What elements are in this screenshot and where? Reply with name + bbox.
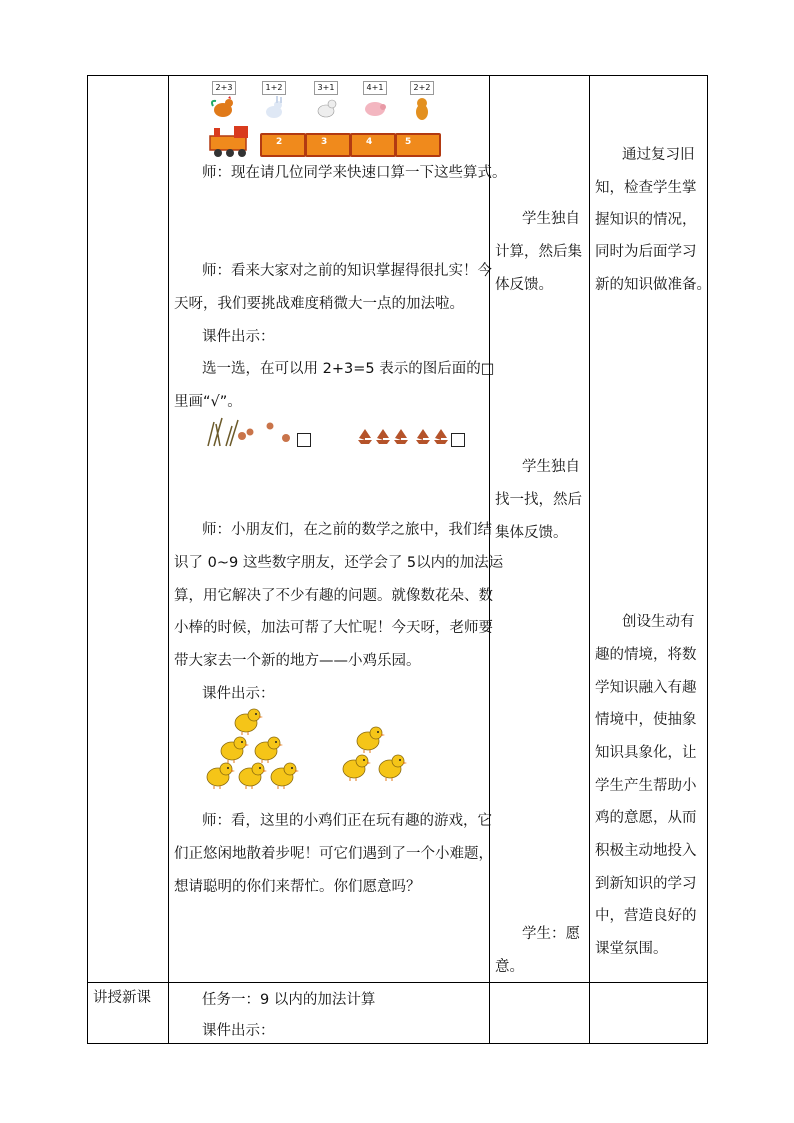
train-car-2 (305, 133, 351, 157)
train-card-5: 2+2 (410, 81, 434, 95)
answer-box-2[interactable] (451, 433, 465, 447)
courseware-label-3: 课件出示： (202, 1023, 275, 1039)
teacher-para-3-line-4: 小棒的时候，加法可帮了大忙呢！今天呀，老师要 (174, 620, 493, 636)
intent-1-line-2: 知，检查学生掌 (595, 180, 697, 196)
teacher-para-4-line-3: 想请聪明的你们来帮忙。你们愿意吗？ (174, 879, 421, 895)
table-border-bottom (87, 1043, 708, 1044)
train-card-3: 3+1 (314, 81, 338, 95)
intent-2-line-9: 到新知识的学习 (595, 876, 697, 892)
train-car-number-3: 4 (366, 137, 373, 147)
table-border-col4 (589, 75, 590, 1044)
intent-2-line-2: 趣的情境，将数 (595, 647, 697, 663)
train-car-number-2: 3 (321, 137, 328, 147)
teacher-para-3-line-5: 带大家去一个新的地方——小鸡乐园。 (174, 653, 421, 669)
student-2-line-2: 找一找，然后 (495, 492, 582, 508)
intent-1-line-3: 握知识的情况， (595, 212, 697, 228)
intent-2-line-1: 创设生动有 (622, 614, 695, 630)
student-3-line-1: 学生：愿 (522, 926, 580, 942)
answer-box-1[interactable] (297, 433, 311, 447)
intent-2-line-5: 知识具象化，让 (595, 745, 697, 761)
teacher-para-3-line-3: 算，用它解决了不少有趣的问题。就像数花朵、数 (174, 588, 493, 604)
select-instruction-line-1: 选一选，在可以用 2+3=5 表示的图后面的□ (202, 361, 495, 377)
train-car-4 (395, 133, 441, 157)
intent-2-line-8: 积极主动地投入 (595, 843, 697, 859)
intent-2-line-11: 课堂氛围。 (595, 941, 668, 957)
intent-1-line-1: 通过复习旧 (622, 147, 695, 163)
teacher-para-1: 师：现在请几位同学来快速口算一下这些算式。 (202, 165, 507, 181)
animal-rabbit-icon (262, 96, 286, 120)
intent-1-line-4: 同时为后面学习 (595, 244, 697, 260)
teacher-para-2-line-1: 师：看来大家对之前的知识掌握得很扎实！今 (202, 263, 492, 279)
animal-pig-icon (362, 97, 388, 119)
student-1-line-2: 计算，然后集 (495, 244, 582, 260)
intent-2-line-4: 情境中，使抽象 (595, 712, 697, 728)
intent-2-line-6: 学生产生帮助小 (595, 778, 697, 794)
teacher-para-2-line-2: 天呀，我们要挑战难度稍微大一点的加法啦。 (174, 296, 464, 312)
select-instruction-line-2: 里画“√”。 (174, 394, 242, 410)
stage-label-new-lesson: 讲授新课 (93, 990, 151, 1006)
teacher-para-4-line-2: 们正悠闲地散着步呢！可它们遇到了一个小难题， (174, 846, 493, 862)
animal-rooster-icon (210, 96, 236, 120)
intent-2-line-3: 学知识融入有趣 (595, 680, 697, 696)
student-2-line-1: 学生独自 (522, 459, 580, 475)
train-card-1: 2+3 (212, 81, 236, 95)
teacher-para-4-line-1: 师：看，这里的小鸡们正在玩有趣的游戏，它 (202, 813, 492, 829)
table-row-divider (87, 982, 708, 983)
train-card-4: 4+1 (363, 81, 387, 95)
task-1-heading: 任务一：9 以内的加法计算 (202, 992, 376, 1008)
chicks-picture (200, 706, 415, 796)
grass-birds-picture (204, 414, 294, 448)
train-card-2: 1+2 (262, 81, 286, 95)
student-1-line-1: 学生独自 (522, 211, 580, 227)
intent-2-line-7: 鸡的意愿，从而 (595, 810, 697, 826)
table-border-top (87, 75, 708, 76)
student-2-line-3: 集体反馈。 (495, 525, 568, 541)
student-3-line-2: 意。 (495, 959, 524, 975)
animal-fox-icon (411, 96, 433, 122)
teacher-para-3-line-1: 师：小朋友们，在之前的数学之旅中，我们结 (202, 522, 492, 538)
courseware-label-1: 课件出示： (202, 329, 275, 345)
table-border-left (87, 75, 88, 1044)
train-car-number-1: 2 (276, 137, 283, 147)
train-car-3 (350, 133, 396, 157)
intent-2-line-10: 中，营造良好的 (595, 908, 697, 924)
locomotive-icon (206, 124, 258, 158)
intent-1-line-5: 新的知识做准备。 (595, 277, 711, 293)
animal-goat-icon (314, 96, 338, 120)
courseware-label-2: 课件出示： (202, 686, 275, 702)
student-1-line-3: 体反馈。 (495, 277, 553, 293)
train-car-number-4: 5 (405, 137, 412, 147)
table-border-right (707, 75, 708, 1044)
teacher-para-3-line-2: 识了 0~9 这些数字朋友，还学会了 5以内的加法运 (174, 555, 504, 571)
train-car-1 (260, 133, 306, 157)
table-border-col2 (168, 75, 169, 1044)
sailboats-picture (356, 426, 450, 446)
